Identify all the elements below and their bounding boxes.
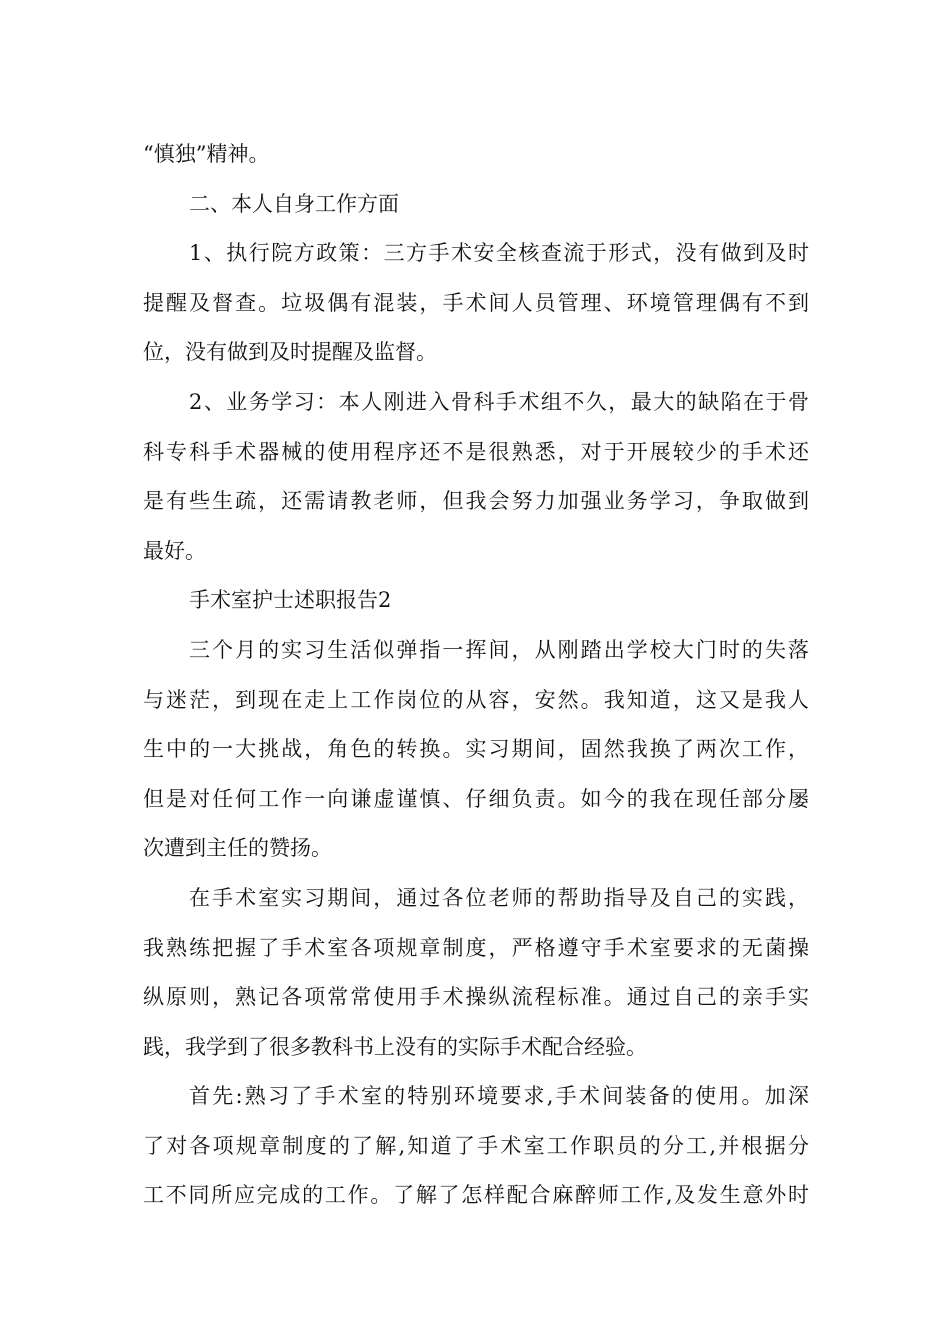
report-title xyxy=(143,576,809,626)
text-line: 三个月的实习生活似弹指一挥间，从刚踏出学校大门时的失落 xyxy=(189,637,809,662)
text-line: 最好。 xyxy=(143,538,206,563)
text-line: “慎独”精神。 xyxy=(143,142,270,166)
paragraph xyxy=(143,378,809,576)
text-line: 与迷茫，到现在走上工作岗位的从容，安然。我知道，这又是我人 xyxy=(143,687,809,712)
text-line: 次遭到主任的赞扬。 xyxy=(143,836,332,861)
text-line: 纵原则，熟记各项常常使用手术操纵流程标准。通过自己的亲手实 xyxy=(143,985,809,1010)
document-body xyxy=(143,130,809,1221)
text-line: 了对各项规章制度的了解,知道了手术室工作职员的分工,并根据分 xyxy=(143,1133,809,1158)
text-line: 我熟练把握了手术室各项规章制度，严格遵守手术室要求的无菌操 xyxy=(143,935,809,960)
text-line: 手术室护士述职报告2 xyxy=(189,588,392,613)
text-line: 首先:熟习了手术室的特别环境要求,手术间装备的使用。加深 xyxy=(189,1084,809,1109)
text-line: 工不同所应完成的工作。了解了怎样配合麻醉师工作,及发生意外时 xyxy=(143,1183,809,1208)
text-line: 位，没有做到及时提醒及监督。 xyxy=(143,340,437,365)
section-heading xyxy=(143,180,809,230)
text-line: 但是对任何工作一向谦虚谨慎、仔细负责。如今的我在现任部分屡 xyxy=(143,786,809,811)
text-line: 2、业务学习：本人刚进入骨科手术组不久，最大的缺陷在于骨 xyxy=(189,389,809,414)
paragraph xyxy=(143,130,809,180)
paragraph xyxy=(143,626,809,874)
paragraph xyxy=(143,874,809,1072)
text-line: 是有些生疏，还需请教老师，但我会努力加强业务学习，争取做到 xyxy=(143,489,809,514)
text-line: 科专科手术器械的使用程序还不是很熟悉，对于开展较少的手术还 xyxy=(143,439,809,464)
text-line: 在手术室实习期间，通过各位老师的帮助指导及自己的实践， xyxy=(189,885,809,910)
paragraph xyxy=(143,1072,809,1221)
text-line: 提醒及督查。垃圾偶有混装，手术间人员管理、环境管理偶有不到 xyxy=(143,290,809,315)
text-line: 生中的一大挑战，角色的转换。实习期间，固然我换了两次工作， xyxy=(143,737,809,762)
text-line: 二、本人自身工作方面 xyxy=(189,191,399,216)
text-line: 1、执行院方政策：三方手术安全核查流于形式，没有做到及时 xyxy=(189,241,809,266)
paragraph xyxy=(143,229,809,378)
text-line: 践，我学到了很多教科书上没有的实际手术配合经验。 xyxy=(143,1034,647,1059)
